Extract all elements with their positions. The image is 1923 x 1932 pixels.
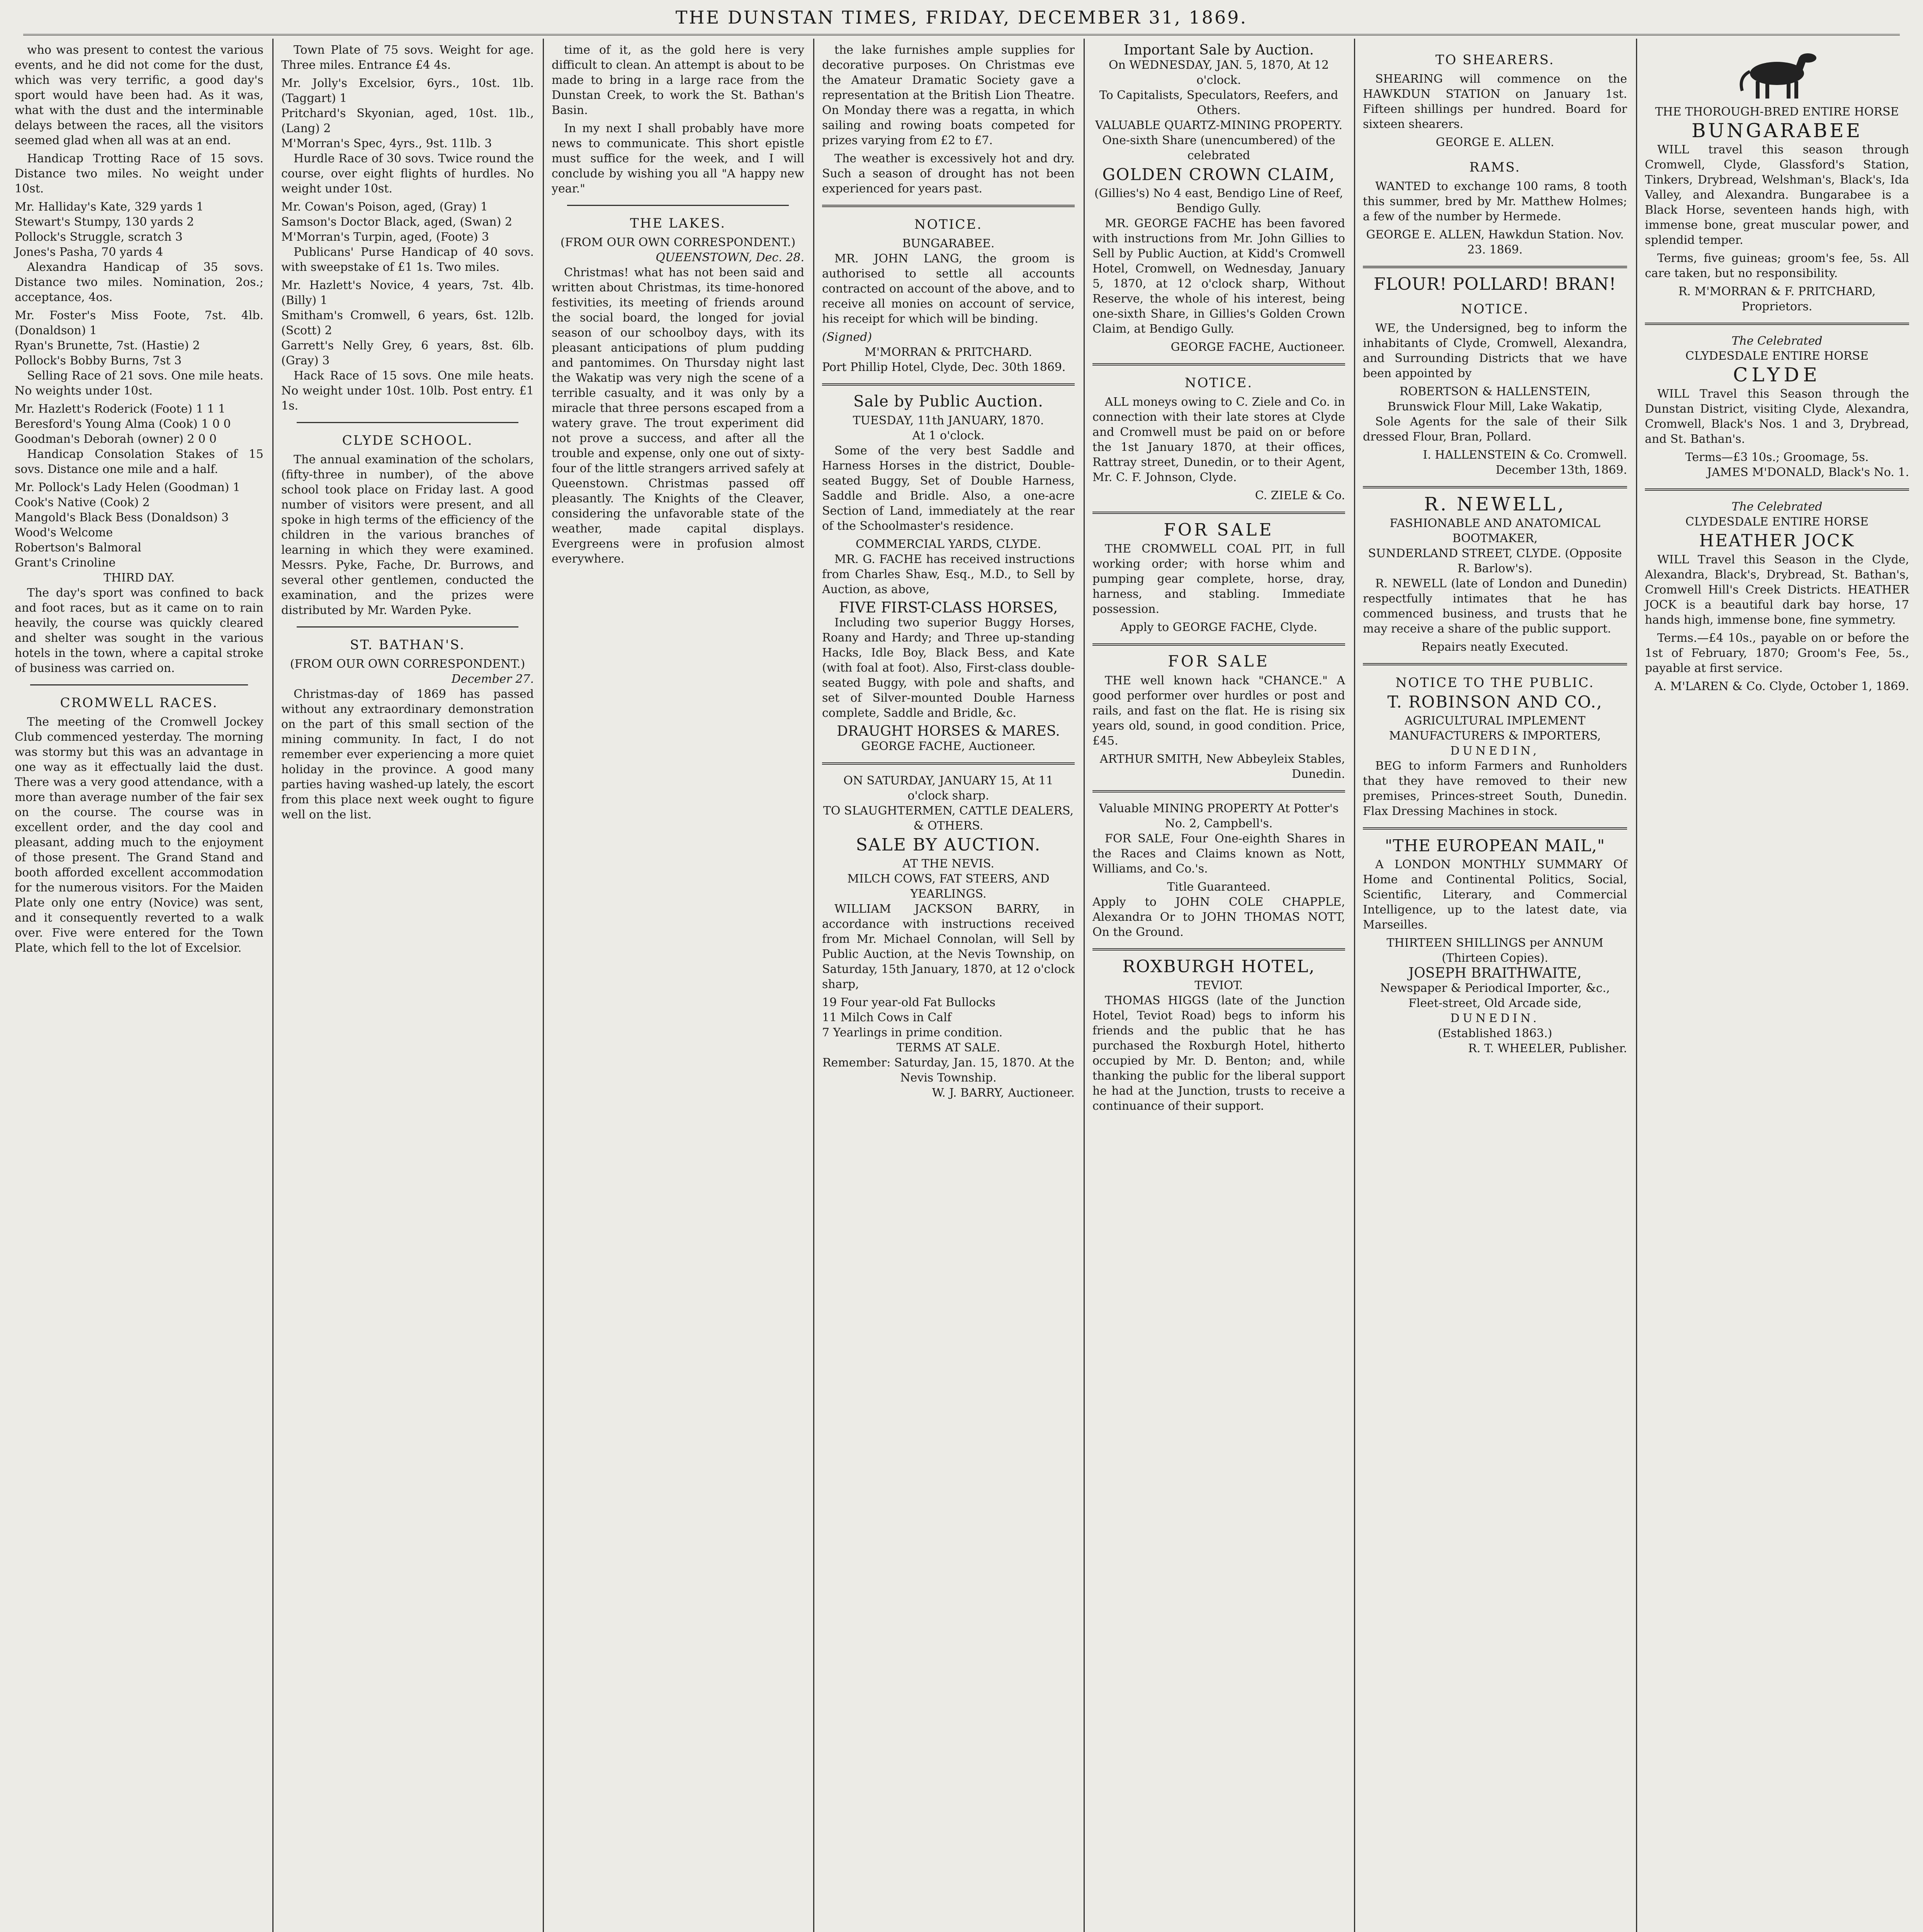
ad-heading: ROXBURGH HOTEL, [1122,957,1315,976]
horse-illustration [1731,46,1823,100]
ad-date: ON SATURDAY, JANUARY 15, At 11 o'clock sharp. [843,774,1053,803]
result-line: Pollock's Bobby Burns, 7st 3 [15,354,182,367]
ad-subheading: TEVIOT. [1194,979,1243,992]
ad-address: SUNDERLAND STREET, CLYDE. (Opposite R. Barlow's). [1368,547,1622,575]
alexandra-head: Alexandra Handicap of 35 sovs. Distance two miles. Nomination, 2os.; acceptance, 4os. [15,260,263,304]
article-text: Christmas-day of 1869 has passed without any extraordinary demonstration on the part of this small section of the mining community. In fact, I do not remember ever experiencing a more quiet holiday in the province. A good many parties having washed-up lately, the escort from this place next week ought to figure well on the list. [281,687,534,821]
ad-price: THIRTEEN SHILLINGS per ANNUM (Thirteen Copies). [1386,936,1604,965]
ad-text: Sole Agents for the sale of their Silk dressed Flour, Bran, Pollard. [1363,415,1627,444]
ad-heading: MILCH COWS, FAT STEERS, AND YEARLINGS. [847,872,1050,901]
ad-text: Remember: Saturday, Jan. 15, 1870. At the Nevis Township. [822,1056,1075,1085]
divider [822,205,1075,207]
result-line: Mr. Pollock's Lady Helen (Goodman) 1 [15,481,240,494]
race-head: Hurdle Race of 30 sovs. Twice round the course, over eight flights of hurdles. No weight under 10st. [281,152,534,196]
ad-subheading: The Celebrated [1731,334,1823,348]
divider [297,422,518,423]
result-line: Mr. Halliday's Kate, 329 yards 1 [15,200,204,214]
result-line: Mr. Cowan's Poison, aged, (Gray) 1 [281,200,488,214]
race-head: Hack Race of 15 sovs. One mile heats. No weight under 10st. 10lb. Post entry. £1 1s. [281,369,534,413]
article-subhead: (FROM OUR OWN CORRESPONDENT.) [290,657,525,671]
result-line: Pritchard's Skyonian, aged, 10st. 1lb., (Lang) 2 [281,107,534,135]
result-line: Goodman's Deborah (owner) 2 0 0 [15,432,217,446]
ad-heading: NOTICE. [914,217,983,232]
column-1 [8,43,270,1932]
result-line: Robertson's Balmoral [15,541,141,554]
ad-text: WILL Travel this Season through the Dunstan District, visiting Clyde, Alexandra, Cromwell, Black's Nos. 1 and 3, Drybread, and St. Bathan's. [1645,387,1909,446]
divider [1092,512,1345,514]
ad-signature: C. ZIELE & Co. [1255,489,1345,502]
article-heading: CROMWELL RACES. [60,695,218,711]
ad-place: Port Phillip Hotel, Clyde, Dec. 30th 1869. [822,361,1066,374]
ad-heading: Sale by Public Auction. [853,393,1043,410]
column-rule [813,39,814,1932]
column-5 [1086,43,1352,1932]
ad-subheading: AGRICULTURAL IMPLEMENT MANUFACTURERS & IMPORTERS, [1389,714,1601,743]
result-line: Pollock's Struggle, scratch 3 [15,230,183,244]
divider [1092,643,1345,646]
ad-text: Repairs neatly Executed. [1421,640,1569,654]
ad-heading: SALE BY AUCTION. [856,835,1041,855]
ad-signature: JAMES M'DONALD, Black's No. 1. [1707,466,1909,479]
article-text: The day's sport was confined to back and foot races, but as it came on to rain heavily, the course was quickly cleared and shelter was sought in the various hotels in the town, where a capital stroke of business was carried on. [15,586,263,675]
result-line: Garrett's Nelly Grey, 6 years, 8st. 6lb. (Gray) 3 [281,339,534,367]
ad-subheading: DUNEDIN. [1450,1012,1540,1025]
result-line: Beresford's Young Alma (Cook) 1 0 0 [15,417,231,431]
result-line: M'Morran's Turpin, aged, (Foote) 3 [281,230,489,244]
article-text: The meeting of the Cromwell Jockey Club commenced yesterday. The morning was stormy but this was an advantage in one way as it effectually laid the dust. There was a very good attendance, with a more than average number of the fair sex on the course. The course was in excellent order, and the day cool and pleasant, adding much to the enjoyment of those present. The Grand Stand and booth afforded excellent accommodation for the numerous visitors. For the Maiden Plate only one entry (Novice) was sent, and it consequently reverted to a walk over. Five were entered for the Town Plate, which fell to the lot of Excelsior. [15,715,263,955]
ad-text: MR. GEORGE FACHE has been favored with instructions from Mr. John Gillies to Sell by Public Auction, at Kidd's Cromwell Hotel, Cromwell, on Wednesday, January 5, 1870, at 12 o'clock sharp, Without Reserve, the whole of his interest, being one-sixth Share, in Gillies's Golden Crown Claim, at Bendigo Gully. [1092,217,1345,336]
divider [30,684,248,685]
article-heading: THE LAKES. [630,216,726,231]
column-rule [543,39,544,1932]
column-rule [272,39,274,1932]
result-line: Cook's Native (Cook) 2 [15,496,150,509]
result-line: Stewart's Stumpy, 130 yards 2 [15,215,194,229]
ad-heading: FIVE FIRST-CLASS HORSES, [839,599,1058,616]
ad-heading: NOTICE TO THE PUBLIC. [1395,675,1595,690]
ad-signature: R. M'MORRAN & F. PRITCHARD, Proprietors. [1678,285,1876,313]
ad-time: At 1 o'clock. [912,429,985,442]
divider [1363,827,1627,830]
result-line: Smitham's Cromwell, 6 years, 6st. 12lb. (Scott) 2 [281,309,534,337]
ad-terms: Terms.—£4 10s., payable on or before the 1st of February, 1870; Groom's Fee, 5s., payable at first service. [1645,631,1909,675]
article-heading: ST. BATHAN'S. [350,637,465,653]
divider [1363,486,1627,488]
ad-subheading: Brunswick Flour Mill, Lake Wakatip, [1387,400,1603,413]
ad-text: SHEARING will commence on the HAWKDUN STATION on January 1st. Fifteen shillings per hundred. Board for sixteen shearers. [1363,72,1627,131]
article-subhead: (FROM OUR OWN CORRESPONDENT.) [560,236,796,249]
ad-text: Including two superior Buggy Horses, Roany and Hardy; and Three up-standing Hacks, Idle Boy, Black Bess, and Kate (with foal at foot). Also, First-class double-seated Buggy, with pole and shafts, and set of Silver-mounted Double Harness complete, Saddle and Bridle, &c. [822,616,1075,720]
ad-heading: GOLDEN CROWN CLAIM, [1102,165,1335,184]
divider [1363,663,1627,665]
ad-firm: JOSEPH BRAITHWAITE, [1408,965,1582,981]
ad-text: MR. JOHN LANG, the groom is authorised to settle all accounts contracted on account of the above, and to receive all monies on account of service, his receipt for which will be binding. [822,252,1075,326]
ad-text: To Capitalists, Speculators, Reefers, and Others. [1099,88,1339,117]
ad-text: ALL moneys owing to C. Ziele and Co. in connection with their late stores at Clyde and Cromwell must be paid on or before the 1st January 1870, at their offices, Rattray street, Dunedin, or to their Agent, Mr. C. F. Johnson, Clyde. [1092,395,1345,484]
ad-signature: M'MORRAN & PRITCHARD. [865,345,1032,359]
ad-text: WE, the Undersigned, beg to inform the inhabitants of Clyde, Cromwell, Alexandra, and Surrounding Districts that we have been appointed by [1363,321,1627,380]
ad-date: On WEDNESDAY, JAN. 5, 1870, At 12 o'clock. [1108,58,1329,87]
race-head: Town Plate of 75 sovs. Weight for age. Three miles. Entrance £4 4s. [281,43,534,72]
article-text: The weather is excessively hot and dry. Such a season of drought has not been experienced for years past. [822,152,1075,196]
race-head: Publicans' Purse Handicap of 40 sovs. with sweepstake of £1 1s. Two miles. [281,245,534,274]
ad-heading: Important Sale by Auction. [1123,43,1314,58]
result-line: Mr. Hazlett's Roderick (Foote) 1 1 1 [15,402,226,416]
list-item: 11 Milch Cows in Calf [822,1011,951,1024]
ad-terms: Terms—£3 10s.; Groomage, 5s. [1685,451,1869,464]
result-line: Jones's Pasha, 70 yards 4 [15,245,163,259]
divider [297,626,518,628]
ad-heading: HEATHER JOCK [1699,531,1855,551]
divider [1363,266,1627,268]
ad-text: Terms, five guineas; groom's fee, 5s. All care taken, but no responsibility. [1645,252,1909,280]
ad-title: BUNGARABEE. [902,237,995,250]
ad-heading: COMMERCIAL YARDS, CLYDE. [856,537,1041,551]
ad-text: THE CROMWELL COAL PIT, in full working order; with horse whim and pumping gear complete, horse, dray, harness, and stabling. Immediate possession. [1092,542,1345,616]
result-line: Samson's Doctor Black, aged, (Swan) 2 [281,215,512,229]
ad-heading: TO SLAUGHTERMEN, CATTLE DEALERS, & OTHERS. [823,804,1074,833]
ad-subheading: The Celebrated [1731,500,1823,514]
ad-signature: Apply to GEORGE FACHE, Clyde. [1120,621,1318,634]
ad-text: WILL travel this season through Cromwell, Clyde, Glassford's Station, Tinkers, Drybread, Welshman's, Black's, Ida Valley, and Alexandra. Bungarabee is a Black Horse, seventeen hands high, with immense bone, great muscular power, and splendid temper. [1645,143,1909,247]
ad-text: WANTED to exchange 100 rams, 8 tooth this summer, bred by Mr. Matthew Holmes; a few of the number by Hermede. [1363,180,1627,223]
divider [567,205,789,206]
column-4 [815,43,1082,1932]
column-6 [1356,43,1634,1932]
section-heading: THIRD DAY. [103,571,175,585]
result-line: M'Morran's Spec, 4yrs., 9st. 11lb. 3 [281,137,492,150]
ad-subheading: FASHIONABLE AND ANATOMICAL BOOTMAKER, [1390,517,1600,545]
ad-subheading: (Established 1863.) [1437,1027,1553,1040]
divider [1092,948,1345,951]
ad-heading: T. ROBINSON AND CO., [1387,692,1603,711]
column-rule [1354,39,1355,1932]
ad-firm: ROBERTSON & HALLENSTEIN, [1399,385,1591,398]
ad-subheading: AT THE NEVIS. [902,857,994,871]
consolation-head: Handicap Consolation Stakes of 15 sovs. Distance one mile and a half. [15,447,263,476]
ad-signature: R. T. WHEELER, Publisher. [1468,1042,1627,1055]
result-line: Ryan's Brunette, 7st. (Hastie) 2 [15,339,200,352]
ad-heading: NOTICE. [1184,375,1253,391]
ad-heading: Valuable MINING PROPERTY At Potter's No. 2, Campbell's. [1099,802,1339,830]
ad-heading: FOR SALE [1164,520,1274,540]
divider [1645,323,1909,325]
races-intro: who was present to contest the various events, and he did not come for the dust, which was very terrific, a good day's sport would have been had. As it was, what with the dust and the interminable delays between the races, all the visitors seemed glad when all was at an end. [15,43,263,147]
ad-text: THOMAS HIGGS (late of the Junction Hotel, Teviot Road) begs to inform his friends and the public that he has purchased the Roxburgh Hotel, hitherto occupied by Mr. D. Benton; and, while thanking the public for the liberal support he had at the Junction, trusts to receive a continuance of their support. [1092,994,1345,1113]
column-rule [1084,39,1085,1932]
ad-text: A LONDON MONTHLY SUMMARY Of Home and Continental Politics, Social, Scientific, Literary, and Commercial Intelligence, up to the latest date, via Marseilles. [1363,858,1627,932]
ad-text: WILLIAM JACKSON BARRY, in accordance with instructions received from Mr. Michael Connolan, will Sell by Public Auction, at the Nevis Township, on Saturday, 15th January, 1870, at 12 o'clock sharp, [822,902,1075,991]
ad-signature: Apply to JOHN COLE CHAPPLE, Alexandra Or to JOHN THOMAS NOTT, On the Ground. [1092,895,1345,939]
ad-heading: TO SHEARERS. [1435,52,1555,68]
ad-text: One-sixth Share (unencumbered) of the celebrated [1102,134,1335,162]
divider [1645,488,1909,491]
ad-signature: A. M'LAREN & Co. Clyde, October 1, 1869. [1654,680,1909,693]
column-3 [545,43,811,1932]
ad-heading: RAMS. [1469,160,1521,175]
ad-signature: ARTHUR SMITH, New Abbeyleix Stables, Dunedin. [1099,752,1345,781]
article-text: the lake furnishes ample supplies for decorative purposes. On Christmas eve the Amateur Dramatic Society gave a representation at the British Lion Theatre. On Monday there was a regatta, in which sailing and rowing boats competed for prizes varying from £2 to £7. [822,43,1075,147]
ad-text: THE well known hack "CHANCE." A good performer over hurdles or post and rails, and fast on the flat. He is rising six years old, sound, in good condition. Price, £45. [1092,674,1345,748]
article-date: QUEENSTOWN, Dec. 28. [656,251,804,264]
ad-subheading: Newspaper & Periodical Importer, &c., Fleet-street, Old Arcade side, [1380,981,1610,1010]
article-text: Christmas! what has not been said and written about Christmas, its time-honored festivities, its meeting of friends around the social board, the longed for jovial season of our schoolboy days, with its pleasant anticipations of plum pudding and pantomimes. On Thursday night last the Wakatip was very nigh the scene of a terrible casualty, and it was only by a miracle that three persons escaped from a watery grave. The trout experiment did not prove a success, and after all the trouble and expense, only one out of sixty-four of the little strangers arrived safely at Queenstown. Christmas passed off pleasantly. The Knights of the Cleaver, considering the unfavorable state of the weather, made capital displays. Evergreens were in profusion almost everywhere. [552,266,804,566]
article-date: December 27. [451,672,534,686]
ad-heading: FLOUR! POLLARD! BRAN! [1373,274,1617,294]
result-line: Mangold's Black Bess (Donaldson) 3 [15,511,229,524]
article-text: time of it, as the gold here is very difficult to clean. An attempt is about to be made to bring in a large race from the Dunstan Creek, to work the St. Bathan's Basin. [552,43,804,117]
divider [1092,363,1345,366]
ad-heading: NOTICE. [1461,301,1529,317]
divider [822,383,1075,386]
trotting-head: Handicap Trotting Race of 15 sovs. Distance two miles. No weight under 10st. [15,152,263,196]
result-line: Grant's Crinoline [15,556,116,570]
list-item: 7 Yearlings in prime condition. [822,1026,1003,1039]
ad-subheading: (Gillies's) No 4 east, Bendigo Line of Reef, Bendigo Gully. [1094,187,1343,215]
article-heading: CLYDE SCHOOL. [342,433,473,448]
article-text: In my next I shall probably have more news to communicate. This short epistle must suffice for the week, and I will conclude by wishing you all "A happy new year." [552,122,804,196]
ad-heading: FOR SALE [1168,653,1270,670]
masthead: THE DUNSTAN TIMES, FRIDAY, DECEMBER 31, 1869. [23,7,1900,36]
ad-heading: VALUABLE QUARTZ-MINING PROPERTY. [1095,119,1343,132]
ad-signature: W. J. BARRY, Auctioneer. [932,1086,1075,1100]
ad-terms: TERMS AT SALE. [896,1041,1001,1054]
selling-head: Selling Race of 21 sovs. One mile heats. No weights under 10st. [15,369,263,398]
ad-heading: "THE EUROPEAN MAIL," [1385,836,1605,855]
list-item: 19 Four year-old Fat Bullocks [822,996,995,1009]
ad-date: TUESDAY, 11th JANUARY, 1870. [853,414,1044,427]
ad-heading: CLYDE [1733,364,1821,386]
ad-signed: (Signed) [822,330,872,344]
ad-heading: BUNGARABEE [1691,119,1863,142]
ad-subheading: CLYDESDALE ENTIRE HORSE [1685,349,1869,363]
column-rule [1636,39,1637,1932]
ad-subheading: CLYDESDALE ENTIRE HORSE [1685,515,1869,529]
ad-heading: R. NEWELL, [1424,493,1566,515]
divider [822,762,1075,765]
ad-signature: GEORGE FACHE, Auctioneer. [861,740,1036,753]
result-line: Mr. Jolly's Excelsior, 6yrs., 10st. 1lb. (Taggart) 1 [281,77,534,105]
ad-signature: GEORGE E. ALLEN. [1435,136,1554,149]
column-7 [1638,43,1916,1932]
article-text: The annual examination of the scholars, (fifty-three in number), of the above school took place on Friday last. A good number of visitors were present, and all spoke in high terms of the efficiency of the children in the various branches of learning in which they were examined. Messrs. Pyke, Fache, Dr. Burrows, and several other gentlemen, conducted the examination, and the prizes were distributed by Mr. Warden Pyke. [281,453,534,617]
result-line: Wood's Welcome [15,526,113,539]
ad-text: WILL Travel this Season in the Clyde, Alexandra, Black's, Drybread, St. Bathan's, Cromwell Hill's Creek Districts. HEATHER JOCK is a beautiful dark bay horse, 17 hands high, immense bone, fine symmetry. [1645,553,1909,627]
ad-signature: GEORGE E. ALLEN, Hawkdun Station. Nov. 23. 1869. [1366,228,1624,257]
column-2 [274,43,541,1932]
ad-subheading: DUNEDIN, [1450,744,1540,758]
ad-text: BEG to inform Farmers and Runholders that they have removed to their new premises, Princes-street South, Dunedin. Flax Dressing Machines in stock. [1363,759,1627,818]
ad-subheading: THE THOROUGH-BRED ENTIRE HORSE [1655,105,1899,119]
ad-text: Some of the very best Saddle and Harness Horses in the district, Double-seated Buggy, Set of Double Harness, Saddle and Bridle. Also, a one-acre Section of Land, immediately at the rear of the Schoolmaster's residence. [822,444,1075,533]
ad-text: R. NEWELL (late of London and Dunedin) respectfully intimates that he has commenced business, and trusts that he may receive a share of the public support. [1363,577,1627,636]
result-line: Mr. Hazlett's Novice, 4 years, 7st. 4lb. (Billy) 1 [281,279,534,307]
ad-text: FOR SALE, Four One-eighth Shares in the Races and Claims known as Nott, Williams, and Co.'s. [1092,832,1345,876]
ad-signature: GEORGE FACHE, Auctioneer. [1170,340,1345,354]
ad-heading: DRAUGHT HORSES & MARES. [837,723,1060,739]
ad-signature: I. HALLENSTEIN & Co. Cromwell. December 13th, 1869. [1423,448,1627,477]
ad-text: Title Guaranteed. [1167,880,1271,894]
divider [1092,790,1345,793]
ad-text: MR. G. FACHE has received instructions from Charles Shaw, Esq., M.D., to Sell by Auction, as above, [822,553,1075,596]
result-line: Mr. Foster's Miss Foote, 7st. 4lb. (Donaldson) 1 [15,309,263,337]
